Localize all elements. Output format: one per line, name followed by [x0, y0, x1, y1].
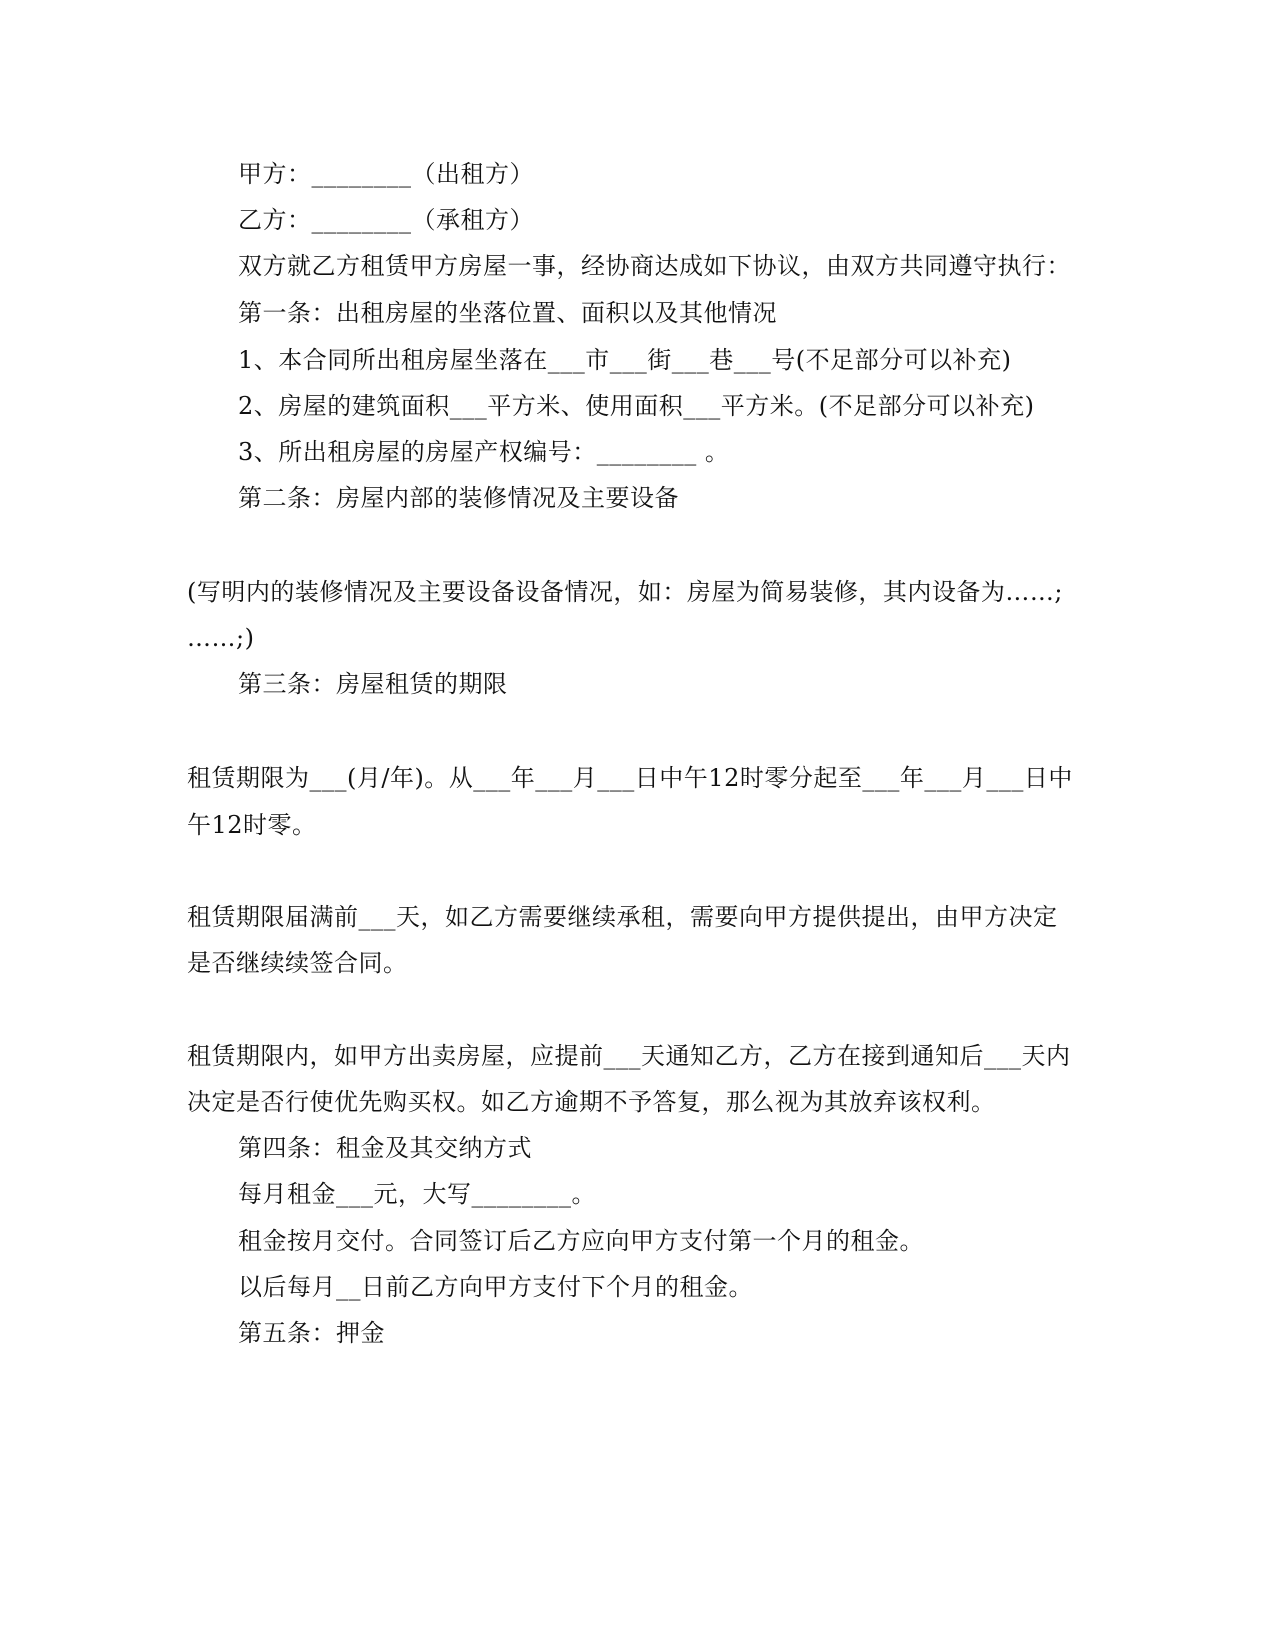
article4-payment2: 以后每月__日前乙方向甲方支付下个月的租金。 [238, 1273, 753, 1301]
article3-term-line1: 租赁期限为___(月/年)。从___年___月___日中午12时零分起至___年___月___日中 [187, 764, 1073, 792]
article1-heading: 第一条：出租房屋的坐落位置、面积以及其他情况 [238, 299, 777, 327]
article3-term-line2: 午12时零。 [187, 811, 317, 839]
article3-renewal-line1: 租赁期限届满前___天，如乙方需要继续承租，需要向甲方提供提出，由甲方决定 [187, 903, 1058, 931]
article3-renewal-line2: 是否继续续签合同。 [187, 949, 408, 977]
article5-heading: 第五条：押金 [238, 1319, 385, 1347]
article4-payment1: 租金按月交付。合同签订后乙方应向甲方支付第一个月的租金。 [238, 1227, 924, 1255]
article4-rent: 每月租金___元，大写________。 [238, 1180, 596, 1208]
article3-sale-line2: 决定是否行使优先购买权。如乙方逾期不予答复，那么视为其放弃该权利。 [187, 1088, 996, 1116]
article2-heading: 第二条：房屋内部的装修情况及主要设备 [238, 484, 679, 512]
article1-item3: 3、所出租房屋的房屋产权编号：________ 。 [238, 438, 730, 466]
article3-sale-line1: 租赁期限内，如甲方出卖房屋，应提前___天通知乙方，乙方在接到通知后___天内 [187, 1042, 1071, 1070]
article1-item1: 1、本合同所出租房屋坐落在___市___街___巷___号(不足部分可以补充) [238, 346, 1012, 374]
intro-paragraph: 双方就乙方租赁甲方房屋一事，经协商达成如下协议，由双方共同遵守执行： [238, 252, 1071, 280]
article1-item2: 2、房屋的建筑面积___平方米、使用面积___平方米。(不足部分可以补充) [238, 392, 1035, 420]
article3-heading: 第三条：房屋租赁的期限 [238, 670, 508, 698]
article4-heading: 第四条：租金及其交纳方式 [238, 1134, 532, 1162]
party-b-line: 乙方：________（承租方） [238, 206, 534, 234]
article2-paragraph-line2: ……;) [187, 624, 255, 652]
party-a-line: 甲方：________（出租方） [238, 160, 534, 188]
article2-paragraph-line1: (写明内的装修情况及主要设备设备情况，如：房屋为简易装修，其内设备为……; [187, 578, 1063, 606]
